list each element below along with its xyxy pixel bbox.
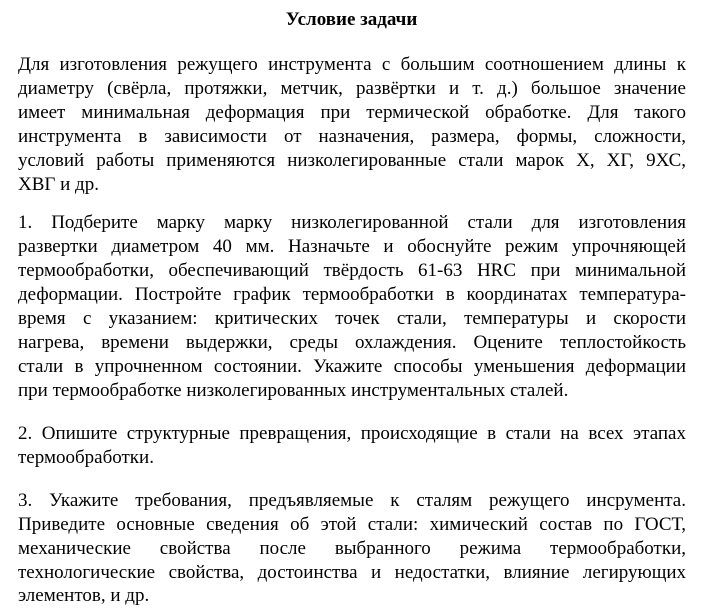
text-line: инструмента в зависимости от назначения, размера, формы, сложности,	[18, 126, 686, 147]
text-line: диаметру (свёрла, протяжки, метчик, развёртки и т. д.) большое значение	[18, 78, 686, 99]
text-line: при термообработке низколегированных инструментальных сталей.	[18, 380, 569, 401]
text-line: имеет минимальная деформация при термической обработке. Для такого	[18, 102, 686, 123]
text-line: Приведите основные сведения об этой стали: химический состав по ГОСТ,	[18, 514, 686, 535]
page-title: Условие задачи	[285, 9, 418, 30]
text-line: механические свойства после выбранного режима термообработки,	[18, 538, 686, 559]
text-line: стали в упрочненном состоянии. Укажите способы уменьшения деформации	[18, 356, 686, 377]
text-line: развертки диаметром 40 мм. Назначьте и обоснуйте режим упрочняющей	[18, 236, 686, 257]
text-line: условий работы применяются низколегированные стали марок Х, ХГ, 9ХС,	[18, 150, 686, 171]
text-line: 3. Укажите требования, предъявляемые к сталям режущего инсрумента.	[18, 490, 686, 511]
text-line: деформации. Постройте график термообработки в координатах температура-	[18, 284, 686, 305]
text-line: элементов, и др.	[18, 585, 150, 606]
text-line: технологические свойства, достоинства и недостатки, влияние легирующих	[18, 562, 686, 583]
text-line: ХВГ и др.	[18, 174, 99, 195]
text-line: 2. Опишите структурные превращения, происходящие в стали на всех этапах	[18, 423, 686, 444]
text-line: термообработки.	[18, 447, 154, 468]
text-line: Для изготовления режущего инструмента с большим соотношением длины к	[18, 54, 686, 75]
text-line: 1. Подберите марку марку низколегированной стали для изготовления	[18, 212, 686, 233]
text-line: нагрева, времени выдержки, среды охлаждения. Оцените теплостойкость	[18, 332, 686, 353]
text-line: время с указанием: критических точек стали, температуры и скорости	[18, 308, 686, 329]
text-line: термообработки, обеспечивающий твёрдость 61-63 HRC при минимальной	[18, 260, 686, 281]
